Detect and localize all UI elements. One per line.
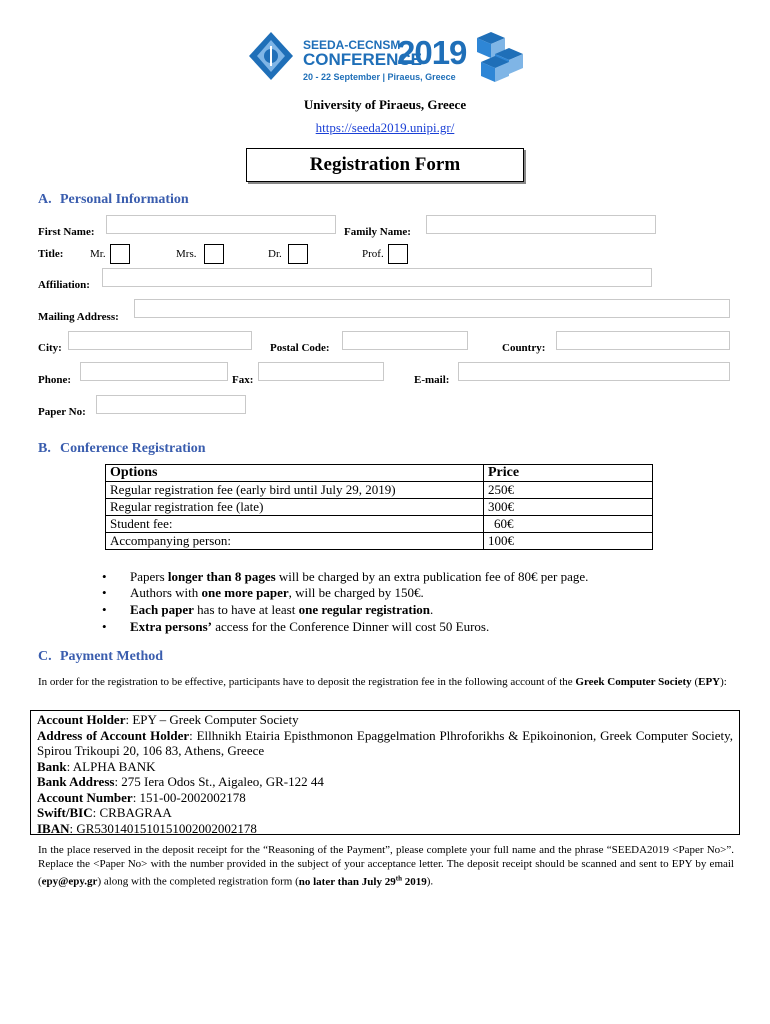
affiliation-label: Affiliation:: [38, 279, 90, 291]
table-row: [106, 533, 653, 550]
payment-intro: [38, 675, 734, 689]
bullet-icon: •: [102, 585, 107, 600]
swift-value: : CRBAGRAA: [92, 805, 172, 820]
country-field[interactable]: [556, 331, 730, 350]
account-holder-label: Account Holder: [37, 712, 126, 727]
bullet-text-bold: Extra persons’: [130, 619, 212, 634]
title-label: Title:: [38, 248, 64, 260]
table-header-row: [106, 465, 653, 482]
title-option-dr: Dr.: [268, 248, 282, 260]
fax-field[interactable]: [258, 362, 384, 381]
postal-code-label: Postal Code:: [270, 342, 330, 354]
iban-label: IBAN: [37, 820, 70, 836]
options-header: Options: [106, 465, 484, 482]
mrs-checkbox[interactable]: [204, 244, 224, 264]
bullet-text-post: , will be charged by 150€.: [288, 585, 424, 600]
bank-address-label: Bank Address: [37, 774, 115, 789]
dr-checkbox[interactable]: [288, 244, 308, 264]
address-label: Address of Account Holder: [37, 727, 190, 743]
iban-value: : GR5301401510151002002002178: [69, 820, 257, 836]
title-option-mr: Mr.: [90, 248, 106, 260]
price-value: 60€: [494, 516, 514, 531]
account-number-label: Account Number: [37, 789, 133, 805]
email-label: E-mail:: [414, 374, 450, 386]
bullet-text: [130, 585, 424, 601]
paper-no-field[interactable]: [96, 395, 246, 414]
family-name-label: Family Name:: [344, 226, 411, 238]
bullet-icon: •: [102, 602, 107, 617]
bullet-text-pre: Authors with: [130, 585, 202, 600]
mr-checkbox[interactable]: [110, 244, 130, 264]
bullet-text-post: will be charged by an extra publication fee of 80€ per page.: [275, 569, 589, 584]
price-cell: 250€: [484, 482, 653, 499]
swift-line: [37, 805, 733, 821]
title-option-mrs: Mrs.: [176, 248, 197, 260]
section-b-title: Conference Registration: [60, 441, 206, 456]
first-name-label: First Name:: [38, 226, 95, 238]
bullet-text-post: access for the Conference Dinner will cost 50 Euros.: [211, 619, 490, 634]
logo-dates: 20 - 22 September | Piraeus, Greece: [303, 72, 456, 82]
city-label: City:: [38, 342, 62, 354]
mailing-address-label: Mailing Address:: [38, 311, 119, 323]
city-field[interactable]: [68, 331, 252, 350]
university-name: University of Piraeus, Greece: [303, 97, 467, 112]
postal-code-field[interactable]: [342, 331, 468, 350]
form-title-box: [246, 148, 524, 182]
bullet-text: [130, 569, 588, 585]
deadline: [299, 876, 427, 888]
address-value: : Ellhnikh Etairia Episthmonon Epaggelmation Plhroforikhs & Epikoinonion, Greek Computer Society, Spirou Trikoupi 20, 106 83, Athens, Greece: [37, 727, 733, 758]
phone-field[interactable]: [80, 362, 228, 381]
iban-line: [37, 821, 733, 837]
section-a-heading: [38, 192, 189, 208]
intro-end: ):: [720, 676, 727, 688]
affiliation-field[interactable]: [102, 268, 652, 287]
intro-paren: (: [691, 676, 699, 688]
bullet-text-pre: Papers: [130, 569, 168, 584]
deadline-sup: th: [395, 874, 402, 882]
account-number-line: [37, 790, 733, 806]
phone-label: Phone:: [38, 374, 71, 386]
table-row: [106, 499, 653, 516]
bullet-text: [130, 602, 433, 618]
logo-year: 2019: [397, 34, 467, 71]
intro-epy: EPY: [698, 676, 721, 688]
price-header: Price: [484, 465, 653, 482]
registration-fees-table: [105, 464, 653, 550]
section-b-letter: B.: [38, 441, 51, 456]
section-b-heading: [38, 441, 206, 457]
price-cell: 300€: [484, 499, 653, 516]
bank-value: : ALPHA BANK: [66, 758, 156, 774]
option-cell: Student fee:: [106, 516, 484, 533]
section-a-letter: A.: [38, 192, 52, 207]
bullet-text-bold: Each paper: [130, 602, 194, 617]
account-holder-value: : EPY – Greek Computer Society: [125, 712, 299, 727]
country-label: Country:: [502, 342, 546, 354]
paper-no-label: Paper No:: [38, 406, 86, 418]
logo-line1: SEEDA-CECNSM: [303, 38, 401, 52]
bullet-text-bold: one more paper: [201, 585, 289, 600]
prof-checkbox[interactable]: [388, 244, 408, 264]
instructions-text: In the place reserved in the deposit receipt for the “Reasoning of the Payment”, please complete your full name and the phrase “SEEDA2019 <Paper No>”. Replace the <Paper No> with the number provided in the subject of your acceptance letter. The deposit receipt should be scanned and sent to EPY by email (: [38, 844, 734, 888]
section-c-letter: C.: [38, 649, 52, 664]
account-number-value: : 151-00-2002002178: [132, 789, 246, 805]
payment-instructions: [38, 843, 734, 889]
bullet-icon: •: [102, 569, 107, 584]
instructions-text-2: ) along with the completed registration form (: [97, 875, 299, 888]
bullet-text-bold2: one regular registration: [298, 602, 431, 617]
section-c-heading: [38, 649, 163, 665]
mailing-address-field[interactable]: [134, 299, 730, 318]
bank-address-line: [37, 774, 733, 790]
title-option-prof: Prof.: [362, 248, 384, 260]
email-field[interactable]: [458, 362, 730, 381]
bank-label: Bank: [37, 758, 67, 774]
deadline-year: 2019: [401, 875, 427, 888]
conference-url-link[interactable]: https://seeda2019.unipi.gr/: [315, 120, 455, 135]
logo-line2: CONFERENCE: [303, 50, 423, 69]
bullet-text-post: .: [430, 602, 434, 617]
account-holder-line: [37, 712, 733, 728]
conference-logo: [245, 28, 525, 92]
bank-account-box: [30, 710, 740, 835]
bank-line: [37, 759, 733, 775]
bullet-text: [130, 619, 489, 635]
deadline-text: no later than July 29: [298, 875, 396, 888]
intro-society: Greek Computer Society: [575, 676, 692, 688]
bullet-icon: •: [102, 619, 107, 634]
epy-email-link[interactable]: epy@epy.gr: [41, 875, 98, 888]
fax-label: Fax:: [232, 374, 254, 386]
swift-label: Swift/BIC: [37, 805, 93, 820]
instructions-end: ).: [426, 875, 434, 888]
bank-address-value: : 275 Iera Odos St., Aigaleo, GR-122 44: [114, 774, 324, 789]
address-line: [37, 728, 733, 759]
bullet-text-mid: has to have at least: [193, 602, 299, 617]
section-c-title: Payment Method: [60, 649, 164, 664]
form-title: Registration Form: [309, 154, 461, 175]
intro-text: In order for the registration to be effective, participants have to deposit the registration fee in the following account of the: [38, 676, 576, 688]
bullet-text-bold: longer than 8 pages: [167, 569, 276, 584]
first-name-field[interactable]: [106, 215, 336, 234]
option-cell: Accompanying person:: [106, 533, 484, 550]
table-row: [106, 516, 653, 533]
option-cell: Regular registration fee (late): [106, 499, 484, 516]
family-name-field[interactable]: [426, 215, 656, 234]
table-row: [106, 482, 653, 499]
price-cell: 100€: [484, 533, 653, 550]
price-cell: [484, 516, 653, 533]
option-cell: Regular registration fee (early bird until July 29, 2019): [106, 482, 484, 499]
section-a-title: Personal Information: [60, 192, 189, 207]
